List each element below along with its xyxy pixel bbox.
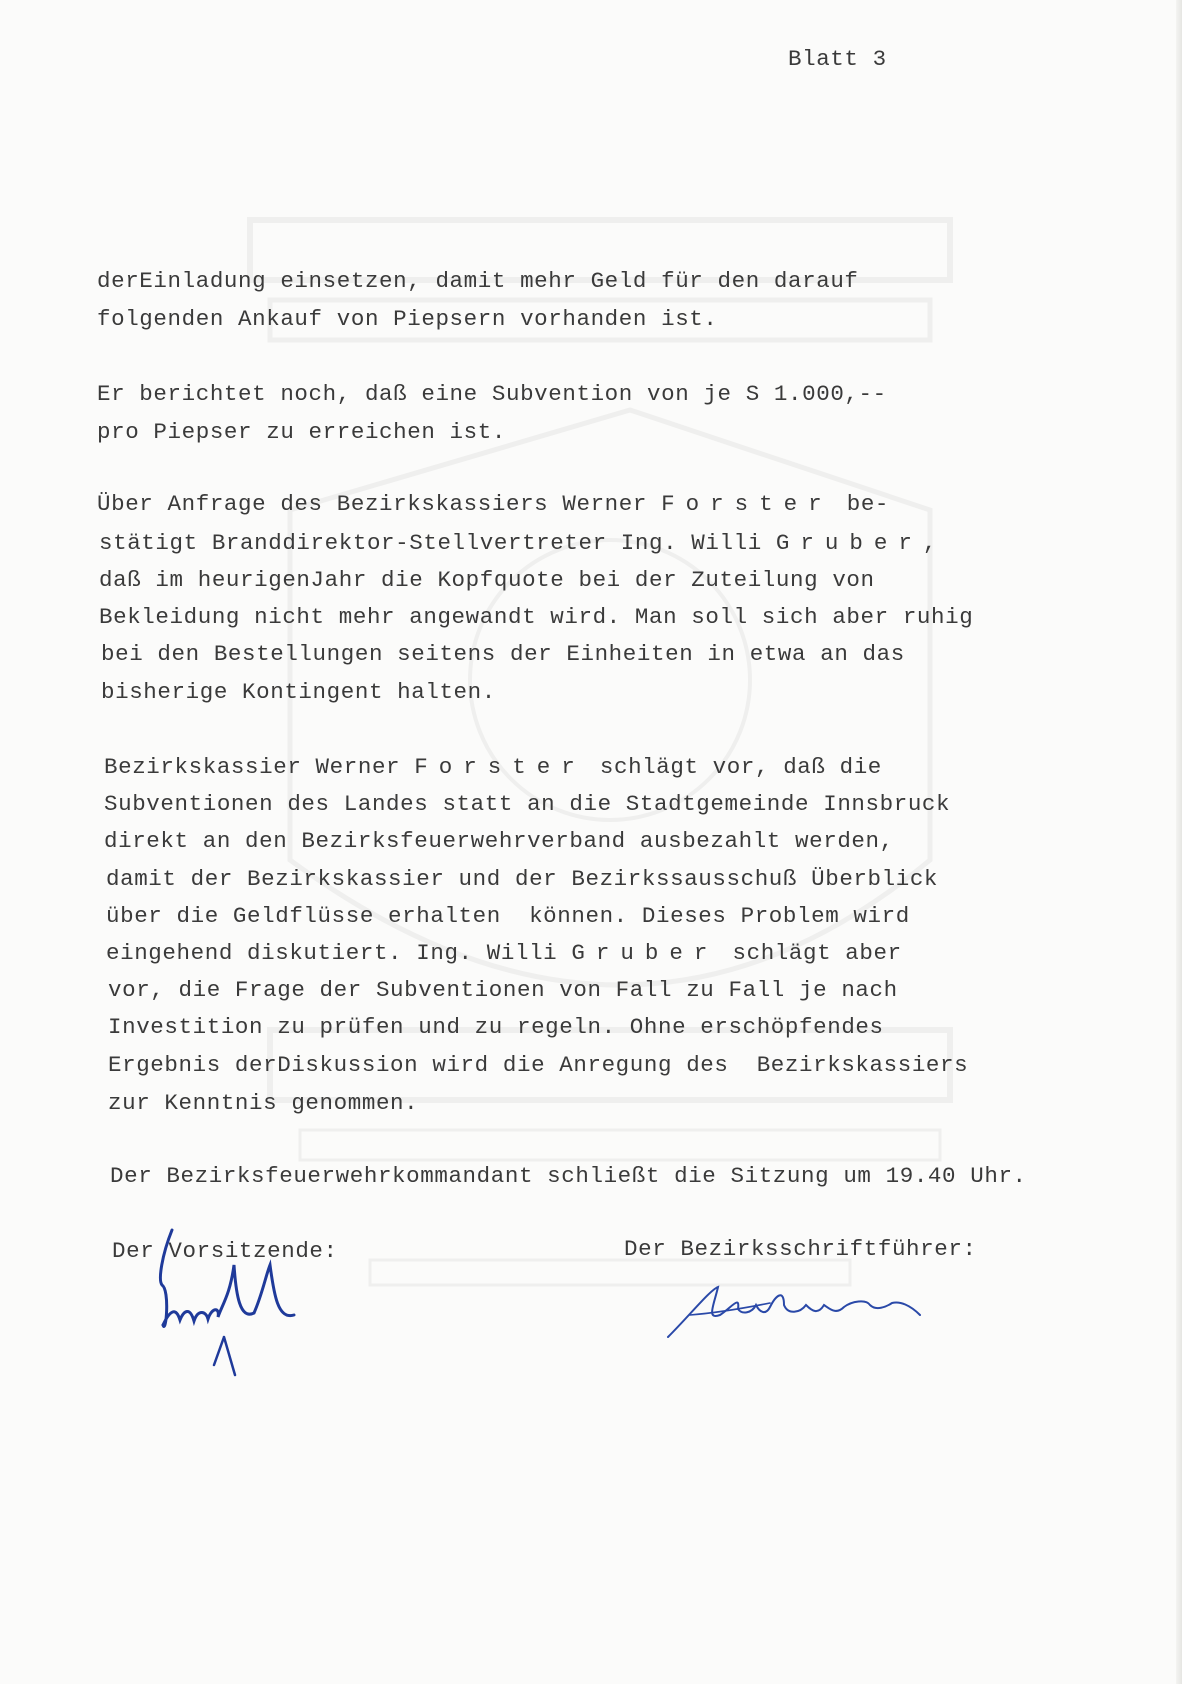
text-run: stätigt Branddirektor-Stellvertreter Ing. Willi <box>99 530 776 556</box>
closing-line: Der Bezirksfeuerwehrkommandant schließt die Sitzung um 19.40 Uhr. <box>110 1163 1027 1189</box>
paragraph-3-line-6: bisherige Kontingent halten. <box>101 679 496 705</box>
paragraph-1-line-1: derEinladung einsetzen, damit mehr Geld für den darauf <box>97 268 859 294</box>
text-run: , <box>922 530 938 556</box>
paragraph-4-line-4: damit der Bezirkskassier und der Bezirkssausschuß Überblick <box>106 866 939 892</box>
page-number: Blatt 3 <box>788 46 887 72</box>
paragraph-4-line-6 <box>106 940 902 966</box>
text-run: Bezirkskassier Werner <box>104 754 415 780</box>
paragraph-4-line-5: über die Geldflüsse erhalten können. Dieses Problem wird <box>106 903 910 929</box>
name-gruber: Gruber <box>571 940 719 966</box>
signature-label-chair: Der Vorsitzende: <box>112 1238 338 1264</box>
paper-edge <box>1176 0 1182 1684</box>
paragraph-3-line-3: daß im heurigenJahr die Kopfquote bei der Zuteilung von <box>99 567 875 593</box>
name-forster: Forster <box>414 754 586 780</box>
paragraph-2-line-2: pro Piepser zu erreichen ist. <box>97 419 506 445</box>
paragraph-4-line-2: Subventionen des Landes statt an die Stadtgemeinde Innsbruck <box>104 791 951 817</box>
signature-label-secretary: Der Bezirksschriftführer: <box>624 1236 977 1262</box>
name-forster: Forster <box>661 491 833 517</box>
paragraph-4-line-8: Investition zu prüfen und zu regeln. Ohne erschöpfendes <box>108 1014 884 1040</box>
paragraph-3-line-1 <box>97 491 889 517</box>
paragraph-4-line-7: vor, die Frage der Subventionen von Fall zu Fall je nach <box>108 977 898 1003</box>
text-run: schlägt vor, daß die <box>585 754 882 780</box>
text-run: Über Anfrage des Bezirkskassiers Werner <box>97 491 662 517</box>
paragraph-4-line-10: zur Kenntnis genommen. <box>108 1090 419 1116</box>
paragraph-3-line-2 <box>99 530 937 556</box>
paragraph-4-line-9: Ergebnis derDiskussion wird die Anregung des Bezirkskassiers <box>108 1052 969 1078</box>
text-run: be- <box>832 491 890 517</box>
text-run: schlägt aber <box>718 940 902 966</box>
text-run: eingehend diskutiert. Ing. Willi <box>106 940 572 966</box>
paragraph-3-line-4: Bekleidung nicht mehr angewandt wird. Man soll sich aber ruhig <box>99 604 974 630</box>
paragraph-2-line-1: Er berichtet noch, daß eine Subvention von je S 1.000,-- <box>97 381 887 407</box>
paragraph-1-line-2: folgenden Ankauf von Piepsern vorhanden ist. <box>97 306 718 332</box>
secretary-signature <box>660 1275 960 1355</box>
name-gruber: Gruber <box>775 530 923 556</box>
paragraph-4-line-1 <box>104 754 882 780</box>
paragraph-3-line-5: bei den Bestellungen seitens der Einheiten in etwa an das <box>101 641 905 667</box>
paragraph-4-line-3: direkt an den Bezirksfeuerwehrverband ausbezahlt werden, <box>104 828 894 854</box>
chair-signature <box>150 1225 320 1385</box>
